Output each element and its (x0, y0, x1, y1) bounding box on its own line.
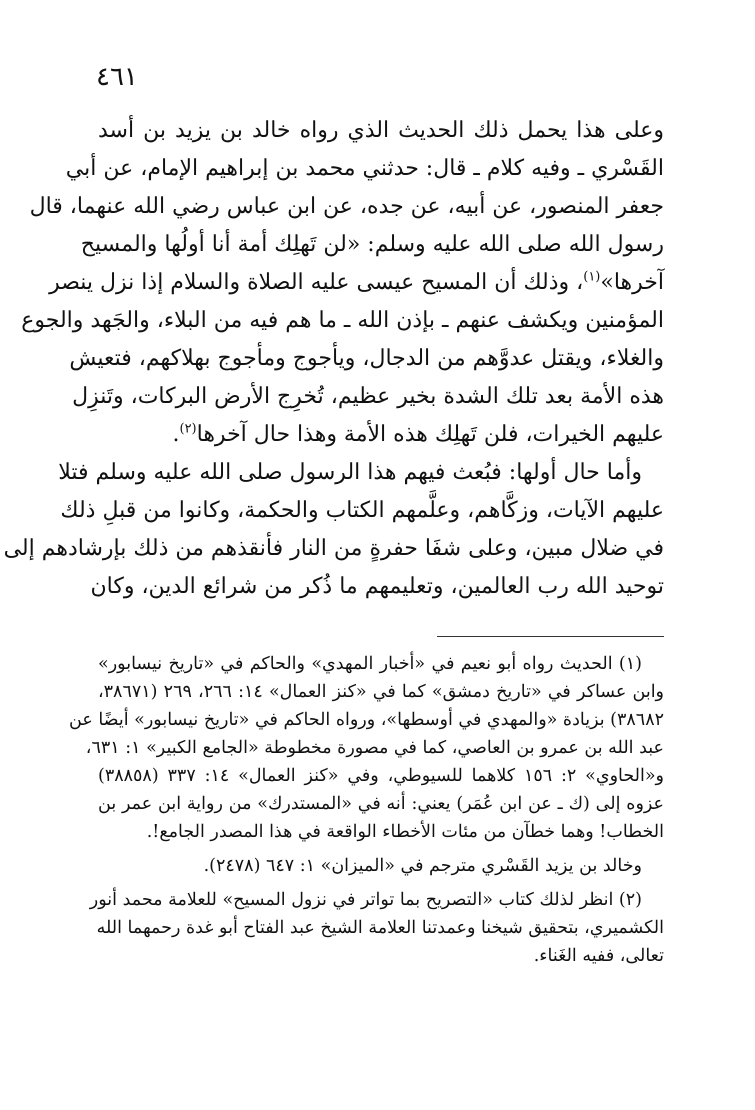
footnote-line: عزوه إلى (ك ـ عن ابن عُمَر) يعني: أنه في «المستدرك» من رواية ابن عمر بن (98, 794, 664, 814)
footnote-line: (٢) انظر لذلك كتاب «التصريح بما تواتر في نزول المسيح» للعلامة محمد أنور (89, 890, 642, 910)
footnote-line: الخطاب! وهما خطآن من مئات الأخطاء الواقعة في هذا المصدر الجامع!. (146, 822, 664, 842)
body-line: في ضلال مبين، وعلى شفَا حفرةٍ من النار فأنقذهم من ذلك بإرشادهم إلى (3, 536, 664, 561)
body-line: القَسْري ـ وفيه كلام ـ قال: حدثني محمد بن إبراهيم الإمام، عن أبي (65, 156, 664, 181)
footnote-separator (437, 636, 664, 637)
footnote-marker-2: (٢) (179, 421, 197, 437)
body-line: المؤمنين ويكشف عنهم ـ بإذن الله ـ ما هم فيه من البلاء، والجَهد والجوع (21, 308, 664, 333)
footnotes (69, 650, 665, 970)
body-text: عليهم الخيرات، فلن تَهلِك هذه الأمة وهذا حال آخرها (196, 422, 664, 447)
body-line: توحيد الله رب العالمين، وتعليمهم ما ذُكر من شرائع الدين، وكان (90, 574, 664, 599)
page-number: ٤٦١ (96, 62, 138, 92)
footnote-line: ٣٨٦٨٢) بزيادة «والمهدي في أوسطها»، ورواه الحاكم في «تاريخ نيسابور» أيضًا عن (69, 710, 664, 730)
body-line (98, 416, 664, 454)
main-text (3, 112, 664, 606)
footnote-line: (١) الحديث رواه أبو نعيم في «أخبار المهدي» والحاكم في «تاريخ نيسابور» (98, 654, 642, 674)
body-line: عليهم الآيات، وزكَّاهم، وعلَّمهم الكتاب والحكمة، وكانوا من قبلِ ذلك (60, 498, 664, 523)
body-line: رسول الله صلى الله عليه وسلم: «لن تَهلِك أمة أنا أولُها والمسيح (80, 232, 664, 257)
footnote-line: وخالد بن يزيد القَسْري مترجم في «الميزان» ١: ٦٤٧ (٢٤٧٨). (203, 856, 642, 876)
footnote-line: الكشميري، بتحقيق شيخنا وعمدتنا العلامة الشيخ عبد الفتاح أبو غدة رحمهما الله (96, 918, 664, 938)
body-line: والغلاء، ويقتل عدوَّهم من الدجال، ويأجوج ومأجوج بهلاكهم، فتعيش (69, 346, 664, 371)
footnote-line: تعالى، ففيه الغَناء. (533, 946, 664, 966)
body-line: هذه الأمة بعد تلك الشدة بخير عظيم، تُخرِج الأرض البركات، وتَنزِل (72, 384, 664, 409)
body-text: ، وذلك أن المسيح عيسى عليه الصلاة والسلام إذا نزل ينصر (49, 270, 584, 295)
footnote-line: عبد الله بن عمرو بن العاصي، كما في مصورة مخطوطة «الجامع الكبير» ١: ٦٣١، (85, 738, 664, 758)
footnote-marker-1: (١) (583, 269, 601, 285)
body-line: وأما حال أولها: فبُعث فيهم هذا الرسول صلى الله عليه وسلم فتلا (58, 460, 642, 485)
body-text: . (172, 422, 180, 447)
body-line (49, 264, 664, 302)
footnote-line: و«الحاوي» ٢: ١٥٦ كلاهما للسيوطي، وفي «كنز العمال» ١٤: ٣٣٧ (٣٨٨٥٨) (98, 766, 664, 786)
body-line: جعفر المنصور، عن أبيه، عن جده، عن ابن عباس رضي الله عنهما، قال (29, 194, 664, 219)
body-line: وعلى هذا يحمل ذلك الحديث الذي رواه خالد بن يزيد بن أسد (98, 118, 664, 143)
footnote-line: وابن عساكر في «تاريخ دمشق» كما في «كنز العمال» ١٤: ٢٦٦، ٢٦٩ (٣٨٦٧١، (98, 682, 665, 702)
body-text: آخرها» (600, 270, 664, 295)
